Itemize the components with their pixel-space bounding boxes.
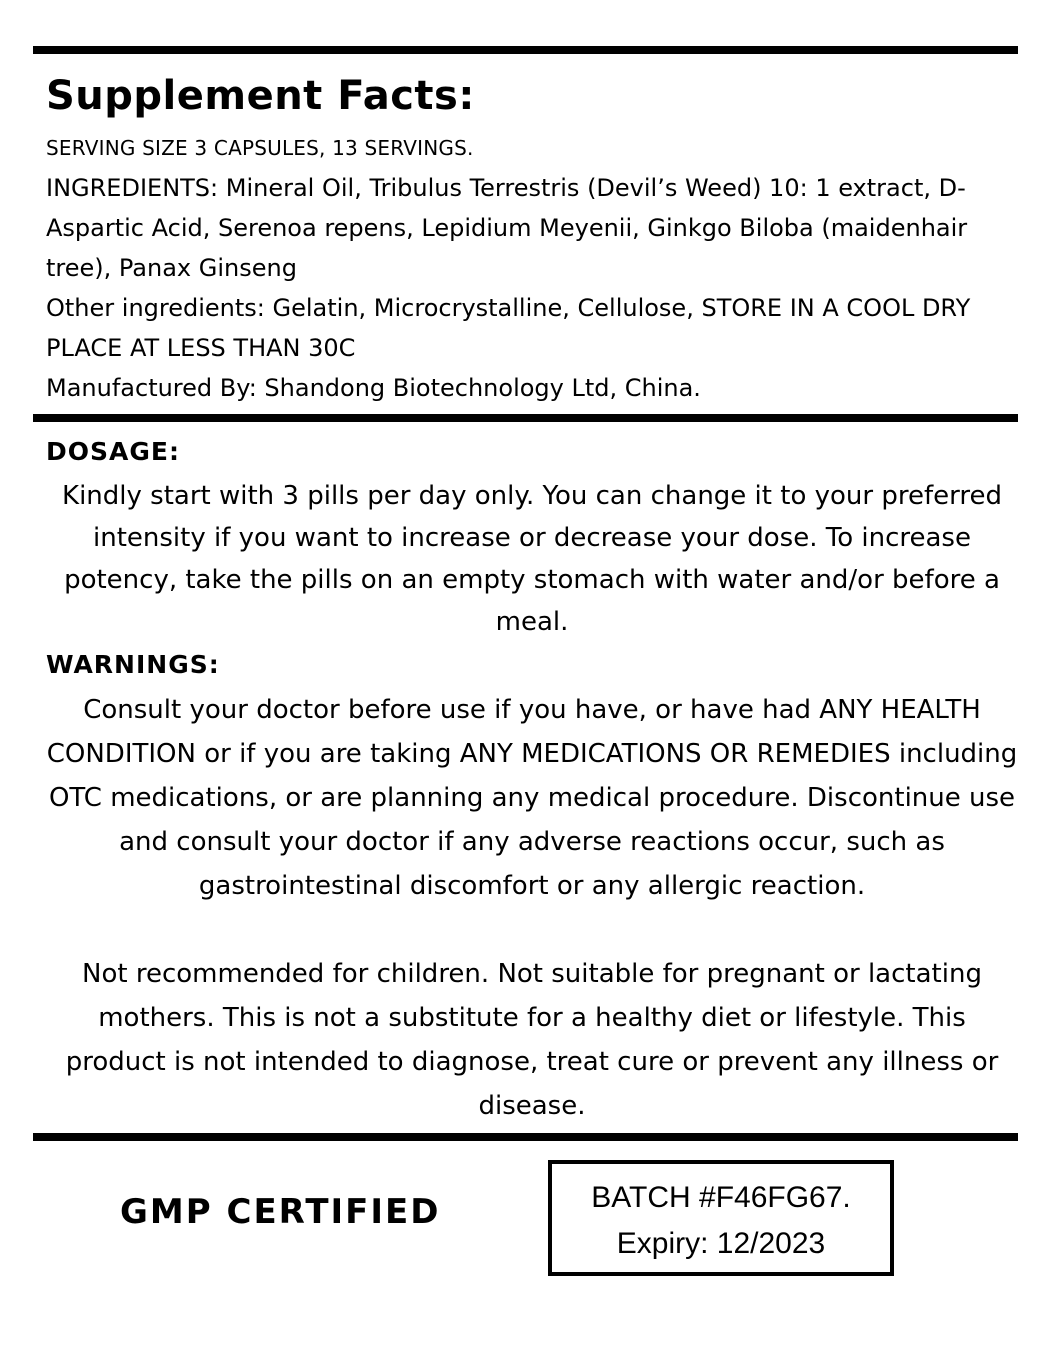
warnings-text-restrictions: Not recommended for children. Not suitable for pregnant or lactating mothers. This is not a substitute for a healthy diet or lifestyle. This product is not intended to diagnose, treat cure or prevent any illness or disease. [65,959,999,1121]
batch-info-box [548,1160,894,1276]
supplement-facts-title: Supplement Facts: [46,73,475,119]
gmp-certified-label: GMP CERTIFIED [120,1192,441,1232]
top-divider [33,46,1018,54]
warnings-text-consult: Consult your doctor before use if you have, or have had ANY HEALTH CONDITION or if you are taking ANY MEDICATIONS OR REMEDIES including OTC medications, or are planning any medical procedure. Discontinue use and consult your doctor if any adverse reactions occur, such as gastrointestinal discomfort or any allergic reaction. [46,695,1018,901]
manufacturer-text: Manufactured By: Shandong Biotechnology Ltd, China. [46,374,701,402]
expiry-date: Expiry: 12/2023 [616,1227,826,1260]
serving-size-text: SERVING SIZE 3 CAPSULES, 13 SERVINGS. [46,136,474,160]
supplement-facts-panel [46,70,1016,408]
batch-number: BATCH #F46FG67. [591,1181,851,1214]
warnings-heading: WARNINGS: [46,650,220,679]
middle-divider [33,414,1018,422]
bottom-divider [33,1133,1018,1141]
dosage-text: Kindly start with 3 pills per day only. You can change it to your preferred intensity if you want to increase or decrease your dose. To increase potency, take the pills on an empty stomach with water and/or before a meal. [62,481,1002,637]
ingredients-text: INGREDIENTS: Mineral Oil, Tribulus Terrestris (Devil’s Weed) 10: 1 extract, D-Aspartic Acid, Serenoa repens, Lepidium Meyenii, Ginkgo Biloba (maidenhair tree), Panax Ginseng [46,174,968,282]
dosage-heading: DOSAGE: [46,437,180,466]
other-ingredients-text: Other ingredients: Gelatin, Microcrystalline, Cellulose, STORE IN A COOL DRY PLACE AT LESS THAN 30C [46,294,971,362]
